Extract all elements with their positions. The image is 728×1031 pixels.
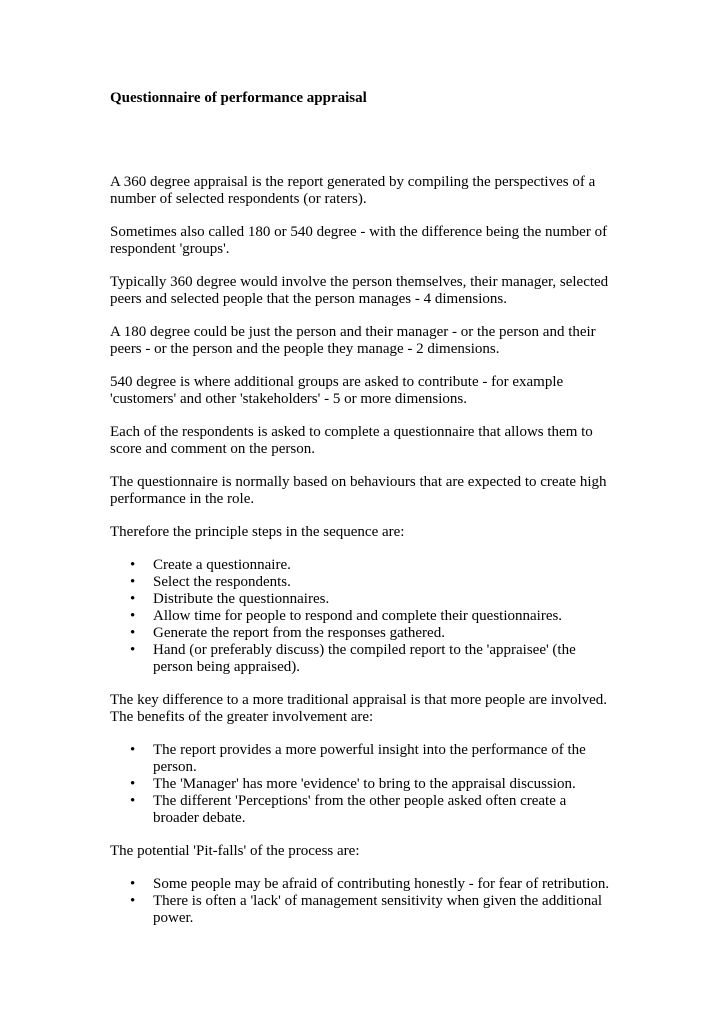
list-item: • Create a questionnaire.: [153, 557, 610, 574]
paragraph-180-degree: A 180 degree could be just the person and their manager - or the person and their peers - or the person and the people they manage - 2 dimensions.: [110, 324, 596, 357]
list-item: • Allow time for people to respond and complete their questionnaires.: [153, 608, 610, 625]
paragraph-questionnaire-basis: The questionnaire is normally based on behaviours that are expected to create high performance in the role.: [110, 474, 607, 507]
list-item: • The 'Manager' has more 'evidence' to bring to the appraisal discussion.: [153, 776, 610, 793]
paragraph-360-definition: A 360 degree appraisal is the report generated by compiling the perspectives of a number of selected respondents (or raters).: [110, 174, 596, 207]
list-item: • The different 'Perceptions' from the other people asked often create a broader debate.: [153, 793, 610, 827]
paragraph-benefits-intro: The key difference to a more traditional appraisal is that more people are involved. The benefits of the greater involvement are:: [110, 692, 608, 725]
paragraph-360-involvement: Typically 360 degree would involve the person themselves, their manager, selected peers and selected people that the person manages - 4 dimensions.: [110, 274, 609, 307]
list-item: • Some people may be afraid of contributing honestly - for fear of retribution.: [153, 876, 610, 893]
list-item: • Hand (or preferably discuss) the compiled report to the 'appraisee' (the person being appraised).: [153, 642, 610, 676]
paragraph-respondents: Each of the respondents is asked to complete a questionnaire that allows them to score and comment on the person.: [110, 424, 593, 457]
paragraph-alternative-names: Sometimes also called 180 or 540 degree - with the difference being the number of respondent 'groups'.: [110, 224, 608, 257]
pitfalls-list: [110, 876, 610, 927]
paragraph-steps-intro: Therefore the principle steps in the sequence are:: [110, 524, 405, 540]
document-page: [110, 90, 610, 943]
list-item: • Select the respondents.: [153, 574, 610, 591]
steps-list: [110, 557, 610, 676]
benefits-list: [110, 742, 610, 827]
document-title: Questionnaire of performance appraisal: [110, 90, 367, 106]
paragraph-pitfalls-intro: The potential 'Pit-falls' of the process are:: [110, 843, 360, 859]
list-item: • There is often a 'lack' of management sensitivity when given the additional power.: [153, 893, 610, 927]
paragraph-540-degree: 540 degree is where additional groups are asked to contribute - for example 'customers' and other 'stakeholders' - 5 or more dimensions.: [110, 374, 564, 407]
list-item: • Generate the report from the responses gathered.: [153, 625, 610, 642]
list-item: • Distribute the questionnaires.: [153, 591, 610, 608]
list-item: • The report provides a more powerful insight into the performance of the person.: [153, 742, 610, 776]
